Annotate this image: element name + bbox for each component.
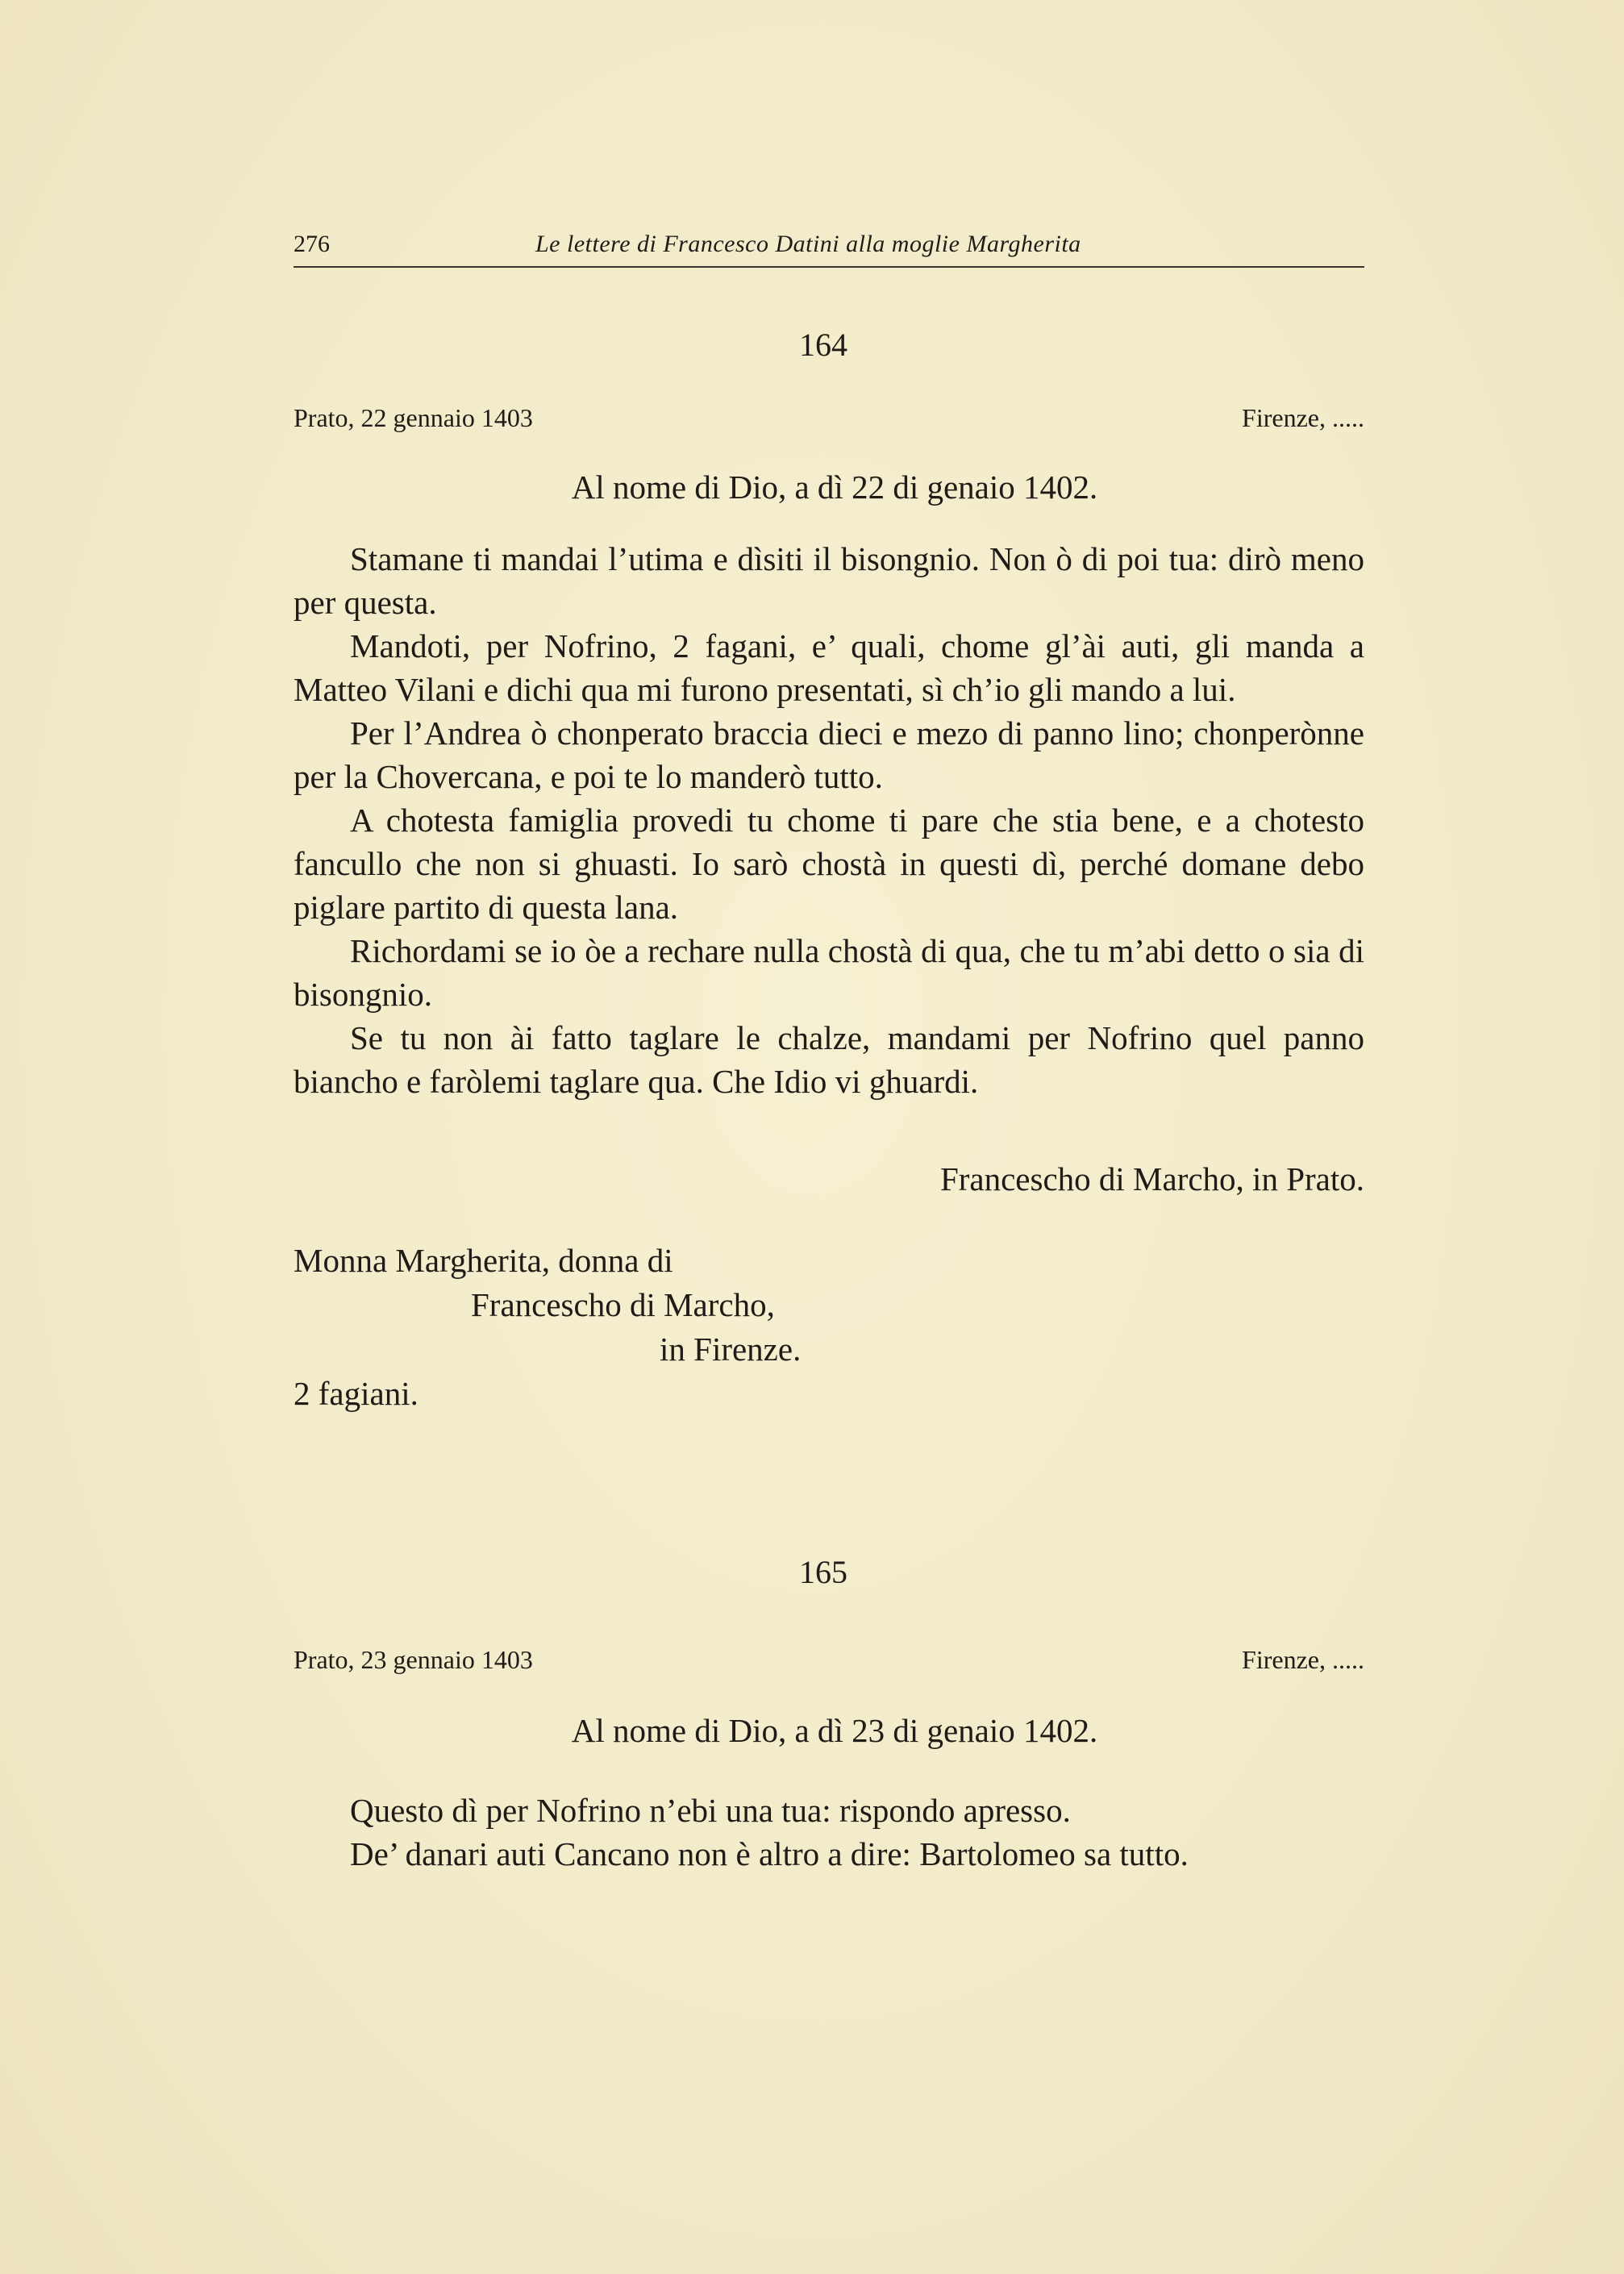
running-title: Le lettere di Francesco Datini alla moglie Margherita (535, 231, 1081, 257)
letter-origin: Prato, 23 gennaio 1403 (294, 1645, 533, 1674)
page-number: 276 (294, 231, 330, 257)
letter-body (294, 537, 1364, 1103)
letter-salutation: Al nome di Dio, a dì 23 di genaio 1402. (571, 1712, 1098, 1749)
letter-note: 2 fagiani. (294, 1375, 418, 1412)
address-line: Francescho di Marcho, (471, 1286, 775, 1323)
paragraph: Richordami se io òe a rechare nulla chostà di qua, che tu m’abi detto o sia di bisongnio. (294, 932, 1364, 1013)
letter-origin: Prato, 22 gennaio 1403 (294, 403, 533, 432)
paragraph: Stamane ti mandai l’utima e dìsiti il bisongnio. Non ò di poi tua: dirò meno per questa. (294, 540, 1364, 621)
page-header (294, 227, 1364, 268)
letter-body (294, 1789, 1364, 1876)
paragraph: Per l’Andrea ò chonperato braccia dieci e mezo di panno lino; chonperònne per la Chovercana, e poi te lo manderò tutto. (294, 714, 1364, 795)
paragraph: De’ danari auti Cancano non è altro a dire: Bartolomeo sa tutto. (350, 1835, 1189, 1872)
letter-address (294, 1239, 1364, 1416)
paragraph: Mandoti, per Nofrino, 2 fagani, e’ quali, chome gl’ài auti, gli manda a Matteo Vilani e dichi qua mi furono presentati, sì ch’io gli mando a lui. (294, 627, 1364, 708)
letter-salutation: Al nome di Dio, a dì 22 di genaio 1402. (571, 469, 1098, 506)
letter-number: 164 (799, 327, 847, 363)
paragraph: Se tu non ài fatto taglare le chalze, mandami per Nofrino quel panno biancho e faròlemi taglare qua. Che Idio vi ghuardi. (294, 1019, 1364, 1100)
address-line: Monna Margherita, donna di (294, 1242, 673, 1279)
paragraph: A chotesta famiglia provedi tu chome ti pare che stia bene, e a chotesto fancullo che non si ghuasti. Io sarò chostà in questi dì, perché domane debo piglare partito di questa lana. (294, 802, 1364, 926)
paragraph: Questo dì per Nofrino n’ebi una tua: rispondo apresso. (350, 1792, 1071, 1829)
letter-destination: Firenze, ..... (1242, 1645, 1364, 1674)
address-line: in Firenze. (660, 1331, 802, 1368)
letter-destination: Firenze, ..... (1242, 403, 1364, 432)
letter-signature: Francescho di Marcho, in Prato. (939, 1160, 1364, 1197)
letter-number: 165 (799, 1554, 847, 1590)
